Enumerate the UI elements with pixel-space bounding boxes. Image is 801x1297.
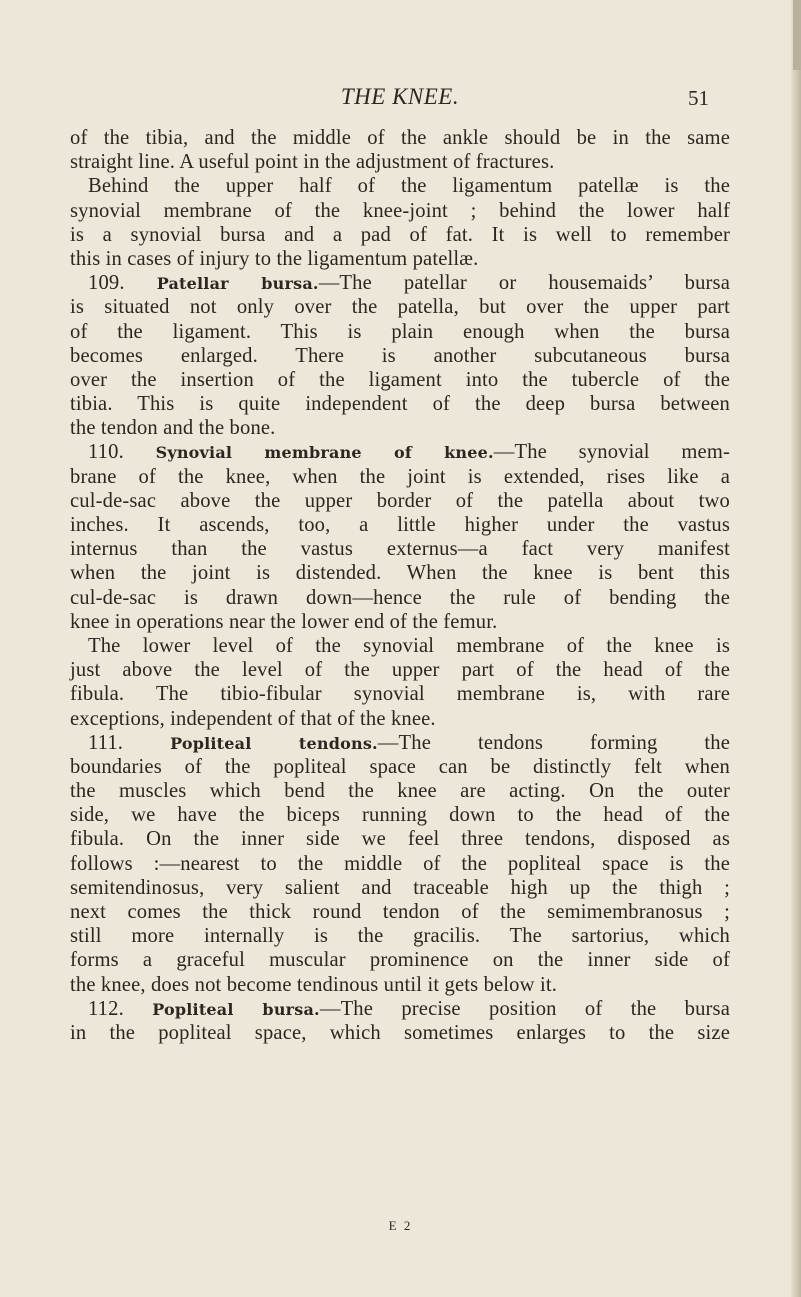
text-run: inches. It ascends, too, a little higher under the vastus (70, 514, 730, 536)
text-line (70, 416, 730, 440)
text-line (70, 199, 730, 223)
text-line (70, 658, 730, 682)
text-run: straight line. A useful point in the adjustment of fractures. (70, 151, 555, 174)
text-line (70, 707, 730, 731)
text-run: 111. (88, 731, 171, 754)
text-line (70, 320, 730, 344)
body-text (70, 126, 730, 1045)
text-line (70, 513, 730, 537)
text-line (70, 247, 730, 271)
text-line (70, 924, 730, 948)
text-run: exceptions, independent of that of the knee. (70, 707, 436, 730)
text-run: 109. (88, 272, 157, 295)
section-heading: Popliteal bursa. (152, 999, 320, 1019)
text-run: forms a graceful muscular prominence on the inner side of (70, 949, 730, 972)
text-line (70, 223, 730, 247)
text-line (70, 876, 730, 900)
text-line (70, 682, 730, 706)
section-heading: Patellar bursa. (156, 274, 319, 294)
text-line (70, 295, 730, 319)
text-run: the knee, does not become tendinous until it gets below it. (70, 973, 557, 996)
text-run: 112. (88, 997, 153, 1020)
text-line (70, 1021, 730, 1045)
text-line (70, 368, 730, 392)
text-line (70, 852, 730, 876)
text-run: is a synovial bursa and a pad of fat. It is well to remember (70, 223, 730, 246)
text-run: boundaries of the popliteal space can be distinctly felt when (70, 755, 730, 778)
running-head (70, 84, 730, 112)
text-run: follows :—nearest to the middle of the popliteal space is the (70, 852, 730, 875)
text-run: —The patellar or housemaids’ bursa (318, 272, 731, 295)
page-number: 51 (688, 86, 709, 110)
text-run: becomes enlarged. There is another subcutaneous bursa (70, 344, 730, 367)
text-line (70, 537, 730, 561)
text-line (70, 561, 730, 585)
text-line (70, 586, 730, 610)
text-line (70, 900, 730, 924)
text-run: of the ligament. This is plain enough when the bursa (70, 320, 730, 343)
signature-mark: E 2 (388, 1218, 413, 1233)
text-run: side, we have the biceps running down to the head of the (70, 804, 730, 827)
text-run: cul-de-sac is drawn down—hence the rule of bending the (70, 586, 730, 609)
text-line (70, 150, 730, 174)
text-run: —The precise position of the bursa (319, 997, 730, 1020)
page-edge-shadow (791, 0, 801, 1297)
text-line (70, 803, 730, 827)
text-run: of the tibia, and the middle of the ankle should be in the same (70, 127, 730, 149)
text-line (70, 997, 730, 1021)
text-run: 110. (88, 441, 156, 464)
text-line (70, 440, 730, 464)
text-run: —The tendons forming the (377, 731, 730, 754)
text-run: fibula. On the inner side we feel three tendons, disposed as (70, 828, 730, 851)
text-run: synovial membrane of the knee-joint ; behind the lower half (70, 199, 730, 222)
text-line (70, 779, 730, 803)
text-line (70, 271, 730, 295)
text-run: the tendon and the bone. (70, 417, 276, 440)
text-run: this in cases of injury to the ligamentum patellæ. (70, 247, 479, 270)
text-line (70, 610, 730, 634)
text-line (70, 755, 730, 779)
text-run: —The synovial mem- (493, 441, 730, 464)
text-line (70, 126, 730, 150)
text-run: over the insertion of the ligament into the tubercle of the (70, 368, 730, 391)
text-line (70, 948, 730, 972)
page-edge-notch (793, 0, 801, 70)
text-line (70, 827, 730, 851)
text-run: the muscles which bend the knee are acting. On the outer (70, 780, 730, 803)
text-line (70, 344, 730, 368)
text-run: knee in operations near the lower end of the femur. (70, 610, 498, 633)
section-heading: Popliteal tendons. (170, 733, 378, 753)
text-run: The lower level of the synovial membrane of the knee is (88, 634, 730, 657)
text-run: just above the level of the upper part of the head of the (70, 659, 730, 682)
text-run: brane of the knee, when the joint is extended, rises like a (70, 465, 730, 488)
text-run: in the popliteal space, which sometimes enlarges to the size (70, 1021, 730, 1044)
section-heading: Synovial membrane of knee. (155, 443, 494, 463)
text-run: fibula. The tibio-fibular synovial membrane is, with rare (70, 683, 730, 706)
text-line (70, 489, 730, 513)
text-line (70, 973, 730, 997)
text-run: semitendinosus, very salient and traceable high up the thigh ; (70, 876, 730, 899)
text-run: tibia. This is quite independent of the deep bursa between (70, 393, 730, 416)
text-line (70, 392, 730, 416)
text-line (70, 731, 730, 755)
text-run: next comes the thick round tendon of the semimembranosus ; (70, 901, 730, 923)
text-run: Behind the upper half of the ligamentum patellæ is the (88, 175, 730, 198)
running-title: THE KNEE. (340, 84, 460, 109)
text-line (70, 465, 730, 489)
text-run: internus than the vastus externus—a fact very manifest (70, 538, 730, 561)
text-line (70, 634, 730, 658)
text-run: still more internally is the gracilis. The sartorius, which (70, 925, 730, 948)
text-run: cul-de-sac above the upper border of the patella about two (70, 489, 730, 512)
text-run: when the joint is distended. When the knee is bent this (70, 562, 730, 585)
text-run: is situated not only over the patella, but over the upper part (70, 296, 730, 319)
text-line (70, 174, 730, 198)
